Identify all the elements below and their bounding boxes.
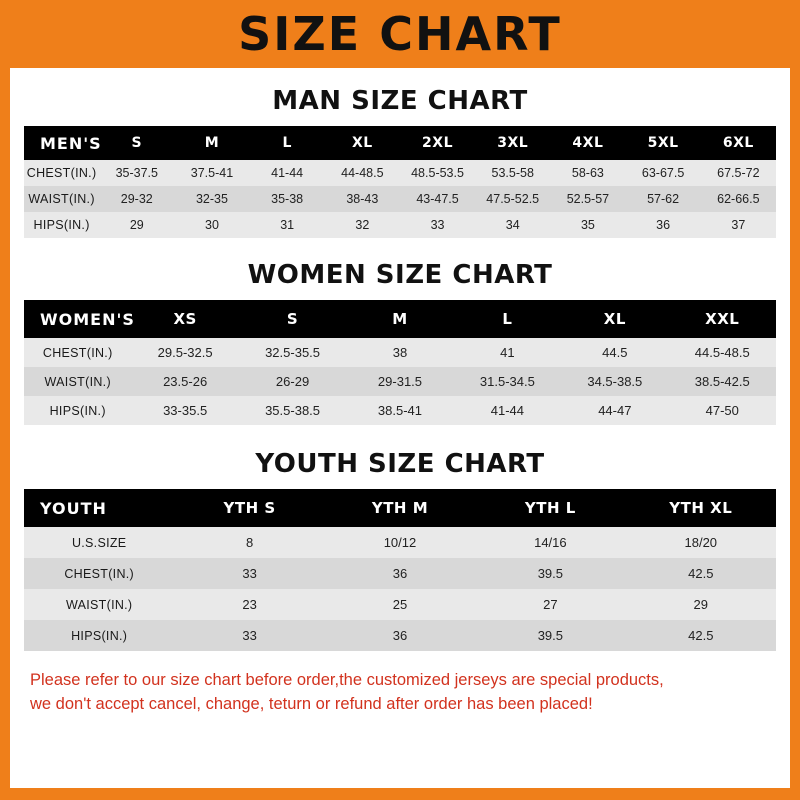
men-waist-s: 29-32 xyxy=(99,186,174,212)
men-chest-xl: 44-48.5 xyxy=(325,160,400,186)
women-header-xl: XL xyxy=(561,300,668,338)
men-waist-2xl: 43-47.5 xyxy=(400,186,475,212)
men-table-body xyxy=(24,160,776,238)
women-hips-xl: 44-47 xyxy=(561,396,668,425)
table-header-row xyxy=(24,489,776,527)
men-chest-2xl: 48.5-53.5 xyxy=(400,160,475,186)
youth-row-chest-label: CHEST(IN.) xyxy=(24,558,174,589)
youth-header-xl: YTH XL xyxy=(626,489,776,527)
youth-ussize-xl: 18/20 xyxy=(626,527,776,558)
banner xyxy=(0,0,800,68)
men-chest-s: 35-37.5 xyxy=(99,160,174,186)
men-hips-6xl: 37 xyxy=(701,212,776,238)
women-chest-l: 41 xyxy=(454,338,561,367)
youth-header-l: YTH L xyxy=(475,489,625,527)
men-hips-l: 31 xyxy=(250,212,325,238)
table-header-row xyxy=(24,126,776,160)
women-row-hips-label: HIPS(IN.) xyxy=(24,396,131,425)
women-table-header xyxy=(24,300,776,338)
women-header-xxl: XXL xyxy=(669,300,776,338)
men-header-3xl: 3XL xyxy=(475,126,550,160)
men-hips-4xl: 35 xyxy=(550,212,625,238)
man-section-title: MAN SIZE CHART xyxy=(272,86,528,116)
men-waist-5xl: 57-62 xyxy=(626,186,701,212)
men-header-4xl: 4XL xyxy=(550,126,625,160)
youth-ussize-m: 10/12 xyxy=(325,527,475,558)
men-chest-6xl: 67.5-72 xyxy=(701,160,776,186)
men-header-l: L xyxy=(250,126,325,160)
men-header-label: MEN'S xyxy=(24,126,99,160)
women-hips-xxl: 47-50 xyxy=(669,396,776,425)
men-row-chest-label: CHEST(IN.) xyxy=(24,160,99,186)
youth-hips-s: 33 xyxy=(174,620,324,651)
footer-note-line-1: Please refer to our size chart before order,the customized jerseys are special products, xyxy=(30,671,664,689)
youth-header-label: YOUTH xyxy=(24,489,174,527)
women-row-waist-label: WAIST(IN.) xyxy=(24,367,131,396)
men-hips-s: 29 xyxy=(99,212,174,238)
men-size-table xyxy=(24,126,776,238)
men-hips-xl: 32 xyxy=(325,212,400,238)
men-header-s: S xyxy=(99,126,174,160)
men-waist-l: 35-38 xyxy=(250,186,325,212)
table-row xyxy=(24,367,776,396)
women-chest-xl: 44.5 xyxy=(561,338,668,367)
women-waist-xs: 23.5-26 xyxy=(131,367,238,396)
women-row-chest-label: CHEST(IN.) xyxy=(24,338,131,367)
bottom-accent-bar xyxy=(0,788,800,800)
men-hips-2xl: 33 xyxy=(400,212,475,238)
table-header-row xyxy=(24,300,776,338)
table-row xyxy=(24,620,776,651)
youth-row-waist-label: WAIST(IN.) xyxy=(24,589,174,620)
women-waist-xl: 34.5-38.5 xyxy=(561,367,668,396)
women-chest-m: 38 xyxy=(346,338,453,367)
table-row xyxy=(24,527,776,558)
table-row xyxy=(24,212,776,238)
youth-row-hips-label: HIPS(IN.) xyxy=(24,620,174,651)
men-header-m: M xyxy=(174,126,249,160)
content-area xyxy=(10,86,790,717)
women-header-m: M xyxy=(346,300,453,338)
women-header-s: S xyxy=(239,300,346,338)
men-header-xl: XL xyxy=(325,126,400,160)
women-hips-m: 38.5-41 xyxy=(346,396,453,425)
women-table-body xyxy=(24,338,776,425)
table-row xyxy=(24,338,776,367)
youth-ussize-l: 14/16 xyxy=(475,527,625,558)
women-waist-l: 31.5-34.5 xyxy=(454,367,561,396)
men-waist-m: 32-35 xyxy=(174,186,249,212)
men-chest-3xl: 53.5-58 xyxy=(475,160,550,186)
men-hips-5xl: 36 xyxy=(626,212,701,238)
table-row xyxy=(24,558,776,589)
men-header-6xl: 6XL xyxy=(701,126,776,160)
youth-chest-l: 39.5 xyxy=(475,558,625,589)
women-chest-xxl: 44.5-48.5 xyxy=(669,338,776,367)
men-header-5xl: 5XL xyxy=(626,126,701,160)
women-header-label: WOMEN'S xyxy=(24,300,131,338)
footer-note-line-2: we don't accept cancel, change, teturn or refund after order has been placed! xyxy=(30,694,593,713)
men-chest-4xl: 58-63 xyxy=(550,160,625,186)
men-header-2xl: 2XL xyxy=(400,126,475,160)
women-waist-xxl: 38.5-42.5 xyxy=(669,367,776,396)
table-row xyxy=(24,160,776,186)
youth-table-header xyxy=(24,489,776,527)
youth-chest-xl: 42.5 xyxy=(626,558,776,589)
men-hips-3xl: 34 xyxy=(475,212,550,238)
youth-chest-s: 33 xyxy=(174,558,324,589)
men-waist-6xl: 62-66.5 xyxy=(701,186,776,212)
youth-hips-xl: 42.5 xyxy=(626,620,776,651)
women-waist-m: 29-31.5 xyxy=(346,367,453,396)
men-hips-m: 30 xyxy=(174,212,249,238)
footer-note xyxy=(30,669,770,717)
youth-header-m: YTH M xyxy=(325,489,475,527)
men-row-hips-label: HIPS(IN.) xyxy=(24,212,99,238)
men-chest-m: 37.5-41 xyxy=(174,160,249,186)
youth-section-title: YOUTH SIZE CHART xyxy=(255,449,545,479)
table-row xyxy=(24,589,776,620)
youth-table-body xyxy=(24,527,776,651)
youth-ussize-s: 8 xyxy=(174,527,324,558)
youth-hips-l: 39.5 xyxy=(475,620,625,651)
men-table-header xyxy=(24,126,776,160)
men-waist-xl: 38-43 xyxy=(325,186,400,212)
men-waist-4xl: 52.5-57 xyxy=(550,186,625,212)
women-chest-xs: 29.5-32.5 xyxy=(131,338,238,367)
table-row xyxy=(24,396,776,425)
youth-waist-xl: 29 xyxy=(626,589,776,620)
women-section-title: WOMEN SIZE CHART xyxy=(247,260,553,290)
youth-waist-l: 27 xyxy=(475,589,625,620)
page-title: SIZE CHART xyxy=(238,7,562,61)
youth-header-s: YTH S xyxy=(174,489,324,527)
men-waist-3xl: 47.5-52.5 xyxy=(475,186,550,212)
women-hips-l: 41-44 xyxy=(454,396,561,425)
women-hips-xs: 33-35.5 xyxy=(131,396,238,425)
women-hips-s: 35.5-38.5 xyxy=(239,396,346,425)
table-row xyxy=(24,186,776,212)
youth-row-ussize-label: U.S.SIZE xyxy=(24,527,174,558)
women-size-table xyxy=(24,300,776,425)
women-header-xs: XS xyxy=(131,300,238,338)
youth-size-table xyxy=(24,489,776,651)
men-chest-5xl: 63-67.5 xyxy=(626,160,701,186)
women-chest-s: 32.5-35.5 xyxy=(239,338,346,367)
youth-waist-m: 25 xyxy=(325,589,475,620)
women-waist-s: 26-29 xyxy=(239,367,346,396)
women-header-l: L xyxy=(454,300,561,338)
youth-chest-m: 36 xyxy=(325,558,475,589)
men-chest-l: 41-44 xyxy=(250,160,325,186)
youth-hips-m: 36 xyxy=(325,620,475,651)
men-row-waist-label: WAIST(IN.) xyxy=(24,186,99,212)
youth-waist-s: 23 xyxy=(174,589,324,620)
